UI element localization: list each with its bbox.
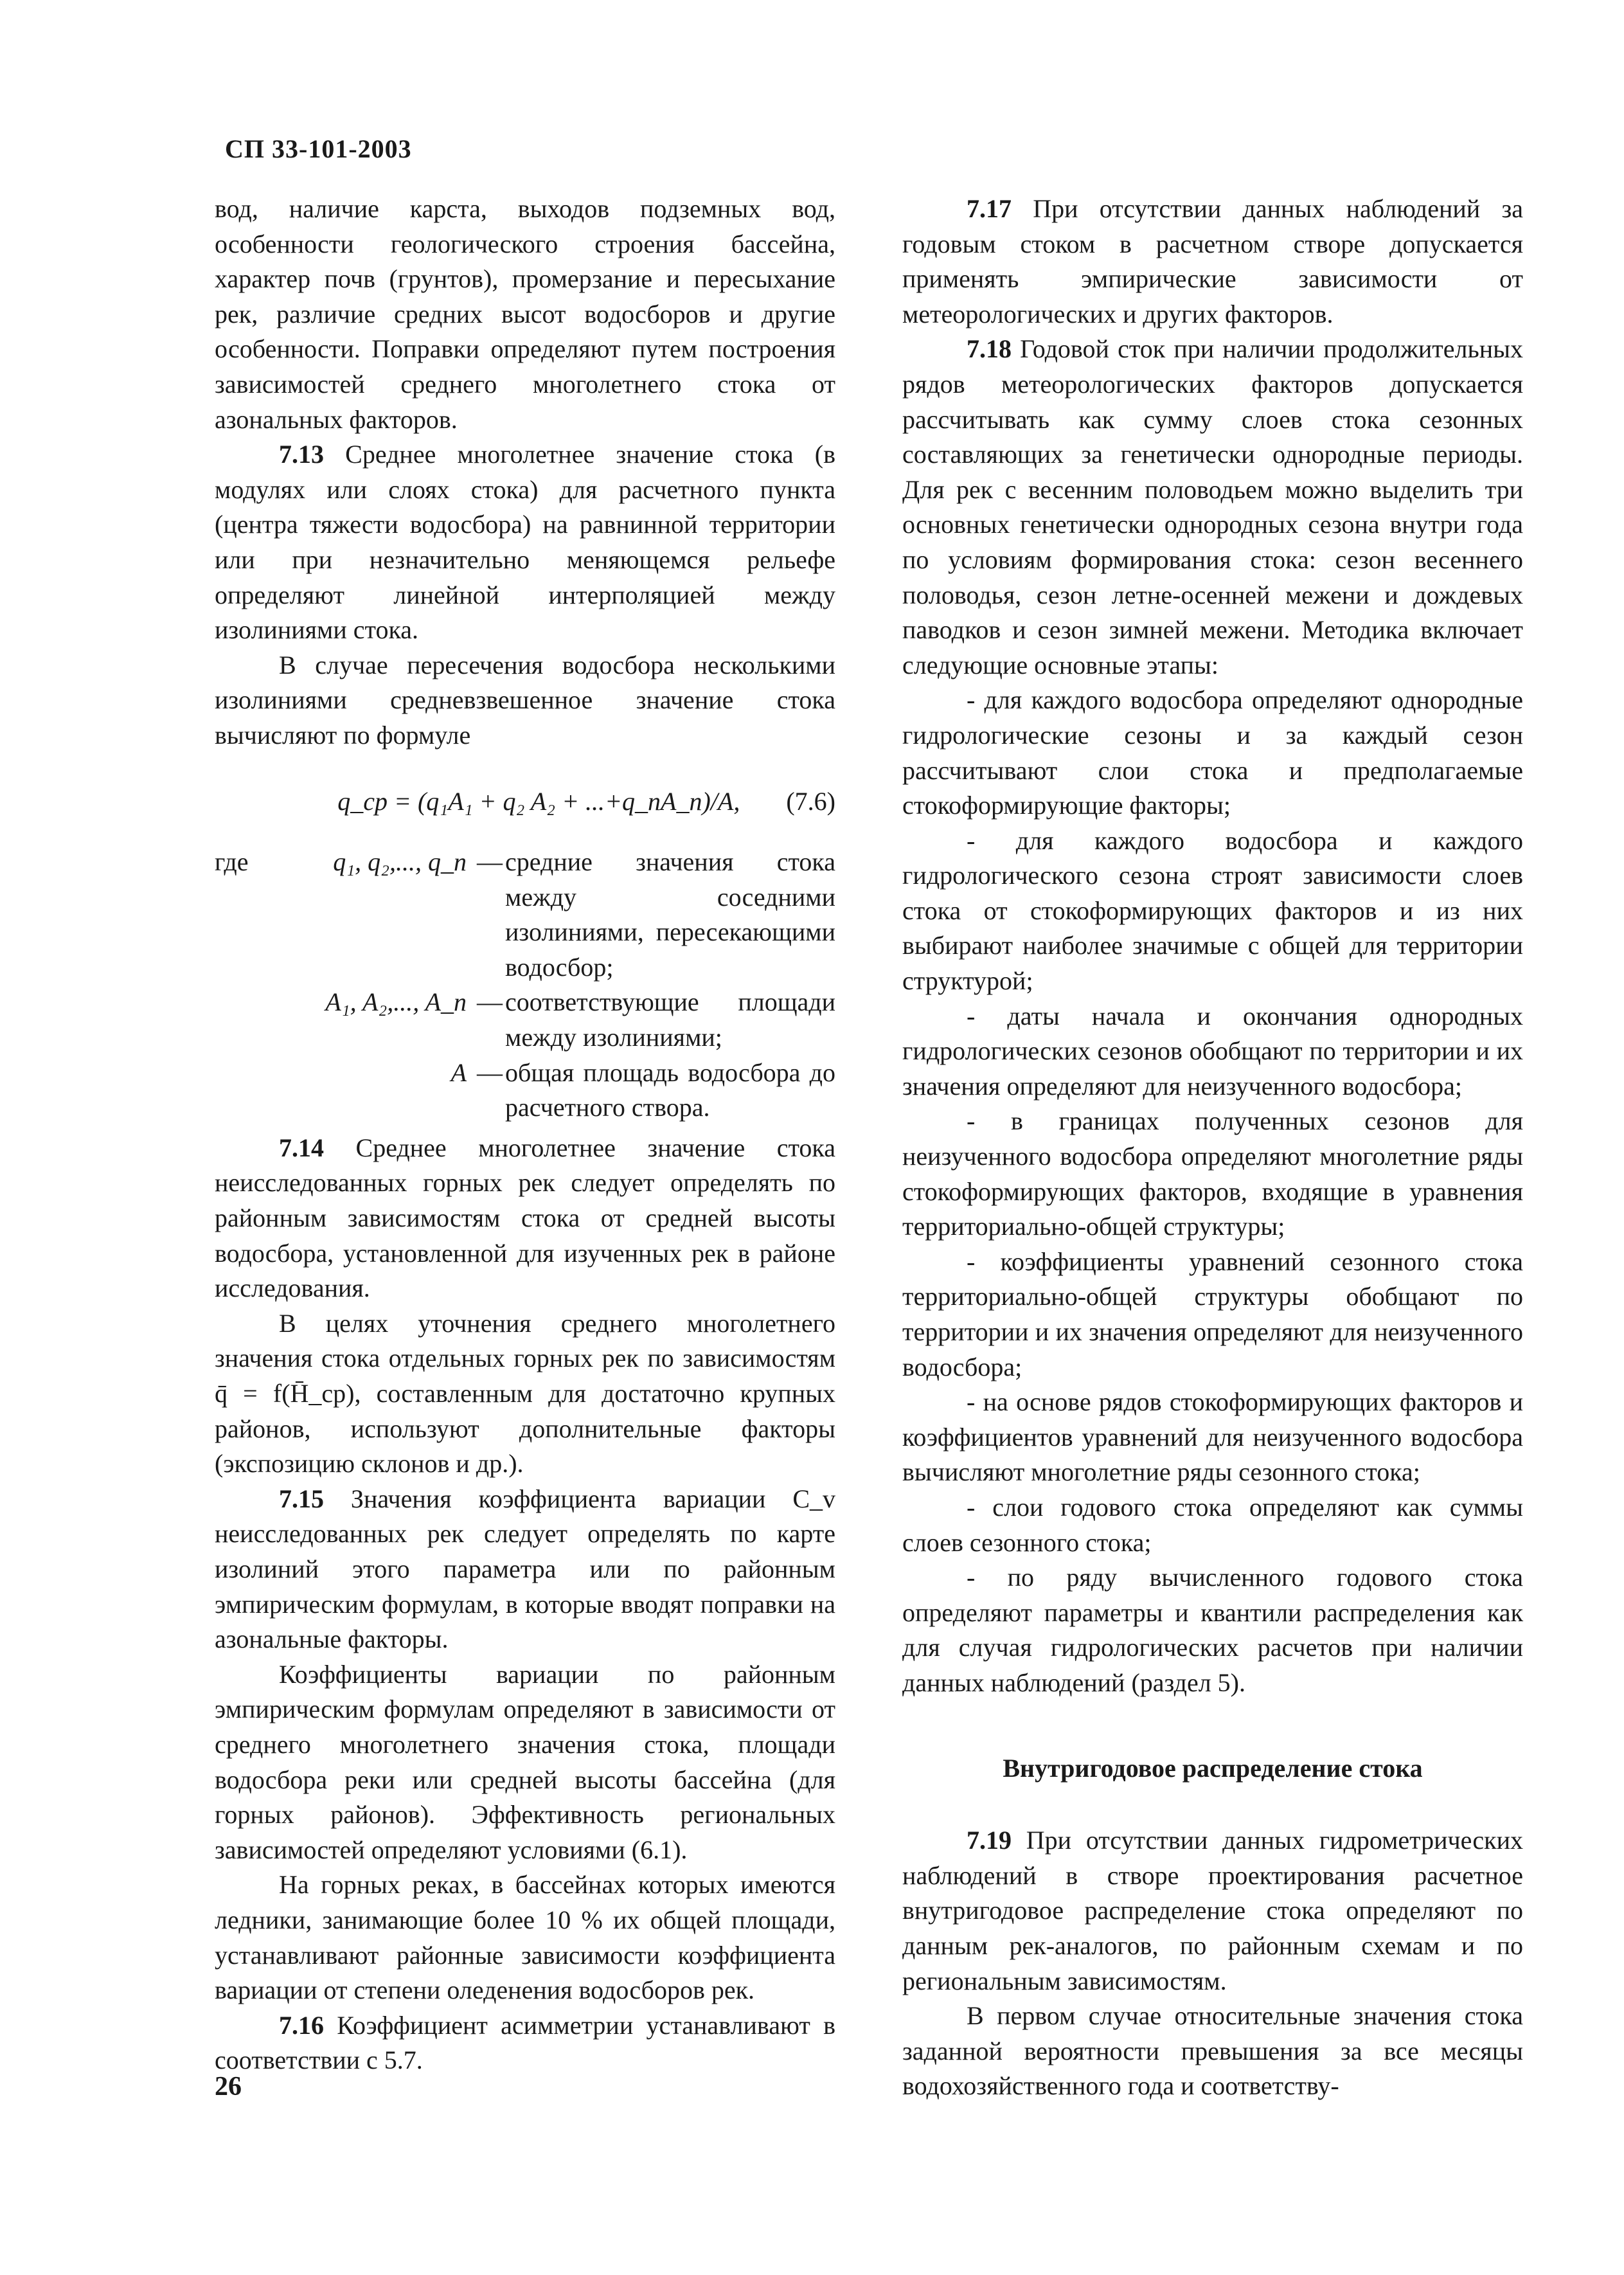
paragraph-7-15	[215, 1482, 835, 1657]
paragraph-continuation: вод, наличие карста, выходов подземных вод, особенности геологического строения бассейна, характер почв (грунтов), промерзание и пересыхание рек, различие средних высот водосборов и другие особенности. Поправки определяют путем построения зависимостей среднего многолетнего стока от азональных факторов.	[215, 194, 835, 434]
clause-number: 7.19	[967, 1826, 1012, 1855]
method-step: - для каждого водосбора и каждого гидрологического сезона строят зависимости слоев стока от стокоформирующих факторов и из них выбирают наиболее значимые с общей для территории структурой;	[902, 825, 1523, 996]
section-heading: Внутригодовое распределение стока	[1003, 1753, 1423, 1783]
variable-row	[215, 985, 835, 1055]
paragraph-7-19	[902, 1823, 1523, 1999]
paragraph-7-14	[215, 1131, 835, 1306]
method-step: - для каждого водосбора определяют однородные гидрологические сезоны и за каждый сезон рассчитывают слои стока и предполагаемые стокоформирующие факторы;	[902, 685, 1523, 820]
paragraph-mountain-rivers: В целях уточнения среднего многолетнего значения стока отдельных горных рек по зависимостям q̄ = f(H̄_ср), составленным для достаточно крупных районов, используют дополнительные факторы (экспозицию склонов и др.).	[215, 1308, 835, 1479]
clause-number: 7.15	[279, 1484, 324, 1513]
dash: —	[477, 847, 503, 877]
right-column	[902, 192, 1523, 2104]
method-step: - коэффициенты уравнений сезонного стока территориально-общей структуры обобщают по территории и их значения определяют для неизученного водосбора;	[902, 1246, 1523, 1381]
paragraph-text: При отсутствии данных гидрометрических наблюдений в створе проектирования расчетное внутригодовое распределение стока определяют по данным рек-аналогов, по районным схемам и по региональным зависимостям.	[902, 1826, 1523, 1995]
page-number: 26	[215, 2072, 242, 2101]
variable-row	[215, 1056, 835, 1126]
method-step: - по ряду вычисленного годового стока определяют параметры и квантили распределения как для случая гидрологических расчетов при наличии данных наблюдений (раздел 5).	[902, 1563, 1523, 1697]
paragraph-7-18	[902, 332, 1523, 683]
variable-symbol: q₁, q₂,..., q_n	[333, 847, 467, 877]
method-step: - даты начала и окончания однородных гидрологических сезонов обобщают по территории и их значения определяют для неизученного водосбора;	[902, 1001, 1523, 1101]
paragraph-text: Годовой сток при наличии продолжительных рядов метеорологических факторов допускается рассчитывать как сумму слоев стока сезонных составляющих за генетически однородные периоды. Для рек с весенним половодьем можно выделить три основных генетически однородных сезона внутри года по условиям формирования стока: сезон весеннего половодья, сезон летне-осенней межени и дождевых паводков и сезон зимней межени. Методика включает следующие основные этапы:	[902, 334, 1524, 679]
dash: —	[477, 1057, 503, 1087]
clause-number: 7.16	[279, 2010, 324, 2040]
variable-row	[215, 845, 835, 985]
paragraph-first-case: В первом случае относительные значения стока заданной вероятности превышения за все месяцы водохозяйственного года и соответству-	[902, 2001, 1523, 2101]
paragraph-formula-intro: В случае пересечения водосбора несколькими изолиниями средневзвешенное значение стока вычисляют по формуле	[215, 650, 835, 750]
dash: —	[477, 987, 503, 1017]
document-code-header: СП 33-101-2003	[225, 134, 412, 163]
paragraph-7-16	[215, 2008, 835, 2078]
method-step: - слои годового стока определяют как суммы слоев сезонного стока;	[902, 1492, 1523, 1557]
variable-description: общая площадь водосбора до расчетного створа.	[505, 1057, 835, 1122]
paragraph-7-13	[215, 437, 835, 648]
clause-number: 7.18	[967, 334, 1012, 364]
formula-expression: q_ср = (q₁A₁ + q₂ A₂ + ...+q_nA_n)/A,	[337, 786, 740, 816]
left-column	[215, 192, 835, 2078]
paragraph-variation-coefficients: Коэффициенты вариации по районным эмпирическим формулам определяют в зависимости от среднего многолетнего значения стока, площади водосбора реки или средней высоты бассейна (для горных районов). Эффективность региональных зависимостей определяют условиями (6.1).	[215, 1659, 835, 1864]
paragraph-text: Коэффициент асимметрии устанавливают в соответствии с 5.7.	[215, 2010, 836, 2075]
clause-number: 7.13	[279, 440, 324, 469]
variable-definitions	[215, 845, 835, 1126]
variable-symbol: A₁, A₂,..., A_n	[325, 987, 467, 1017]
method-step: - на основе рядов стокоформирующих факторов и коэффициентов уравнений для неизученного водосбора вычисляют многолетние ряды сезонного стока;	[902, 1387, 1523, 1487]
paragraph-7-17	[902, 192, 1523, 332]
where-word: где	[215, 847, 249, 877]
method-step: - в границах полученных сезонов для неизученного водосбора определяют многолетние ряды стокоформирующих факторов, входящие в уравнения территориально-общей структуры;	[902, 1106, 1523, 1241]
formula-7-6	[215, 784, 835, 820]
paragraph-glaciers: На горных реках, в бассейнах которых имеются ледники, занимающие более 10 % их общей площади, устанавливают районные зависимости коэффициента вариации от степени оледенения водосборов рек.	[215, 1870, 835, 2005]
variable-symbol: A	[451, 1057, 467, 1087]
clause-number: 7.17	[967, 194, 1012, 223]
paragraph-text: При отсутствии данных наблюдений за годовым стоком в расчетном створе допускается применять эмпирические зависимости от метеорологических и других факторов.	[902, 194, 1523, 328]
variable-description: средние значения стока между соседними изолиниями, пересекающими водосбор;	[505, 847, 835, 982]
clause-number: 7.14	[279, 1133, 324, 1162]
formula-number: (7.6)	[786, 786, 835, 816]
paragraph-text: Среднее многолетнее значение стока неисследованных горных рек следует определять по районным зависимостям стока от средней высоты водосбора, установленной для изученных рек в районе исследования.	[215, 1133, 836, 1303]
paragraph-text: Среднее многолетнее значение стока (в модулях или слоях стока) для расчетного пункта (центра тяжести водосбора) на равнинной территории или при незначительно меняющемся рельефе определяют линейной интерполяцией между изолиниями стока.	[215, 440, 835, 645]
variable-description: соответствующие площади между изолиниями;	[505, 987, 835, 1052]
paragraph-text: Значения коэффициента вариации C_v неисследованных рек следует определять по карте изолиний этого параметра или по районным эмпирическим формулам, в которые вводят поправки на азональные факторы.	[215, 1484, 835, 1654]
